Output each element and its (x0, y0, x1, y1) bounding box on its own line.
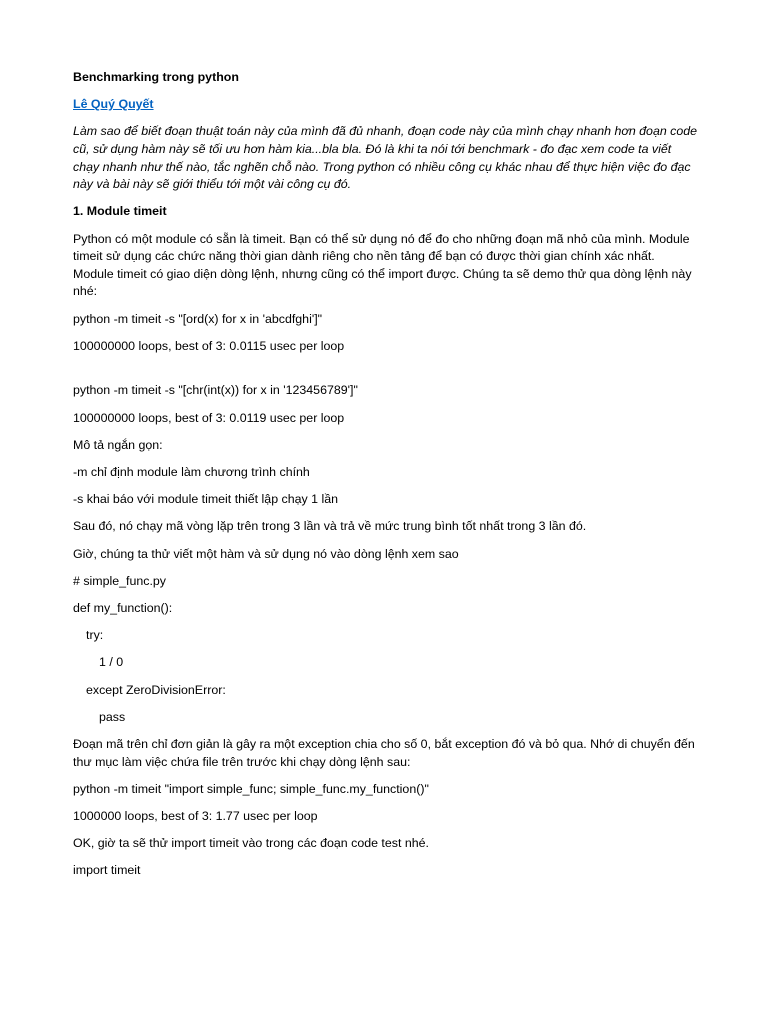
document-title: Benchmarking trong python (73, 70, 239, 84)
code-pass-line: pass (99, 709, 126, 724)
command-line-2: python -m timeit -s "[chr(int(x)) for x in '123456789']" (73, 383, 358, 398)
description-label: Mô tả ngắn gọn: (73, 437, 163, 452)
author-link[interactable]: Lê Quý Quyết (73, 97, 154, 112)
command-output-2: 100000000 loops, best of 3: 0.0119 usec per loop (73, 410, 345, 425)
code-division-line: 1 / 0 (99, 655, 124, 670)
paragraph-import-intro: OK, giờ ta sẽ thử import timeit vào trong các đoạn code test nhé. (73, 836, 429, 851)
command-output-3: 1000000 loops, best of 3: 1.77 usec per loop (73, 808, 318, 823)
code-import-line: import timeit (73, 863, 141, 878)
author-line (73, 96, 698, 114)
section-heading-timeit: 1. Module timeit (73, 204, 167, 219)
command-output-1: 100000000 loops, best of 3: 0.0115 usec per loop (73, 338, 345, 353)
description-m-flag: -m chỉ định module làm chương trình chính (73, 465, 310, 480)
paragraph-code-explanation: Đoạn mã trên chỉ đơn giản là gây ra một exception chia cho số 0, bắt exception đó và bỏ qua. Nhớ di chuyển đến thư mục làm việc chứa file trên trước khi chạy dòng lệnh sau: (73, 736, 695, 769)
paragraph-loop-explanation: Sau đó, nó chạy mã vòng lặp trên trong 3 lần và trả về mức trung bình tốt nhất trong 3 lần đó. (73, 519, 587, 534)
code-comment-line: # simple_func.py (73, 573, 166, 588)
command-line-1: python -m timeit -s "[ord(x) for x in 'abcdfghi']" (73, 311, 323, 326)
intro-paragraph: Làm sao để biết đoạn thuật toán này của mình đã đủ nhanh, đoạn code này của mình chạy nhanh hơn đoạn code cũ, sử dụng hàm này sẽ tối ưu hơn hàm kia...bla bla. Đó là khi ta nói tới benchmark - đo đạc xem code ta viết chạy nhanh như thế nào, tắc nghẽn chỗ nào. Trong python có nhiều công cụ khác nhau để thực hiện việc đo đạc này và bài này sẽ giới thiểu tới một vài công cụ đó. (73, 124, 698, 192)
code-def-line: def my_function(): (73, 600, 173, 615)
code-try-line: try: (86, 628, 104, 643)
blank-line (73, 365, 698, 383)
command-line-3: python -m timeit "import simple_func; simple_func.my_function()" (73, 781, 429, 796)
document-page (73, 69, 698, 889)
paragraph-function-intro: Giờ, chúng ta thử viết một hàm và sử dụng nó vào dòng lệnh xem sao (73, 546, 459, 561)
description-s-flag: -s khai báo với module timeit thiết lập chạy 1 lần (73, 492, 339, 507)
code-except-line: except ZeroDivisionError: (86, 682, 226, 697)
paragraph-timeit-intro: Python có một module có sẵn là timeit. Bạn có thể sử dụng nó để đo cho những đoạn mã nhỏ của mình. Module timeit sử dụng các chức năng thời gian dành riêng cho nền tảng để bạn có được thời gian chính xác nhất. Module timeit có giao diện dòng lệnh, nhưng cũng có thể import được. Chúng ta sẽ demo thử qua dòng lệnh này nhé: (73, 231, 692, 299)
